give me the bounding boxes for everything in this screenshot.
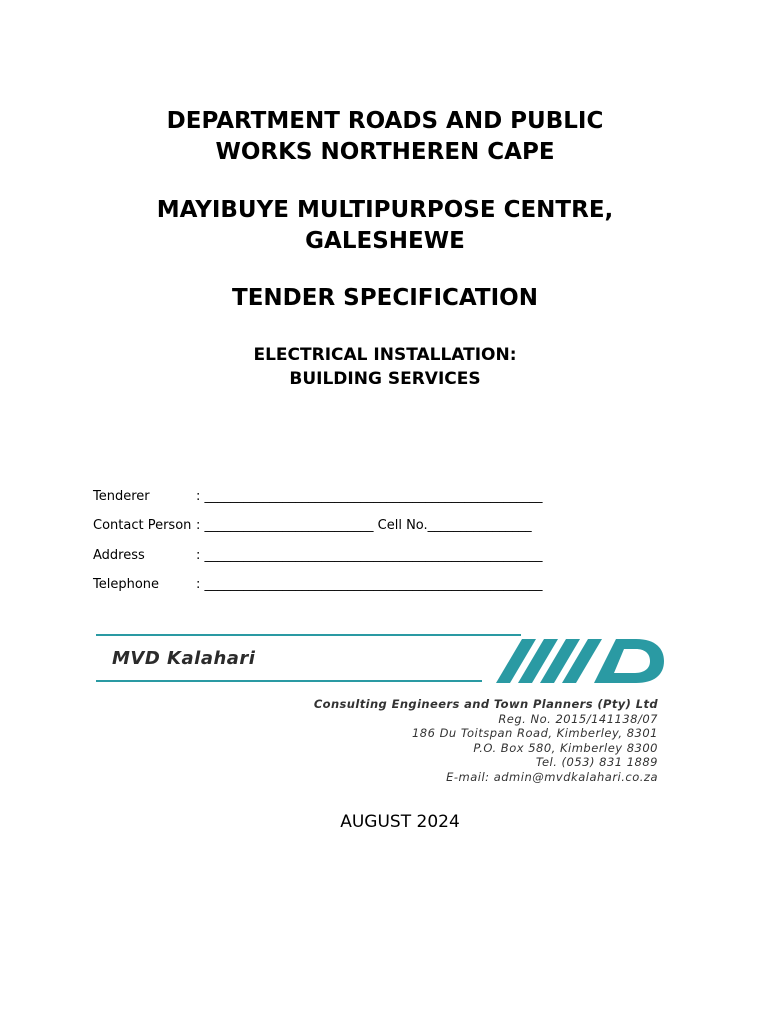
consultant-company: Consulting Engineers and Town Planners (Pty) Ltd bbox=[313, 697, 658, 711]
brand-divider-bottom bbox=[96, 680, 482, 682]
document-date: AUGUST 2024 bbox=[340, 812, 460, 832]
brand-divider-top bbox=[96, 634, 521, 636]
scope-title bbox=[0, 343, 770, 391]
consultant-email: E-mail: admin@mvdkalahari.co.za bbox=[446, 769, 658, 784]
telephone-field[interactable]: : ____________________________________________________ bbox=[196, 577, 543, 592]
scope-title-line2: BUILDING SERVICES bbox=[289, 369, 481, 389]
project-title-line1: MAYIBUYE MULTIPURPOSE CENTRE, bbox=[156, 197, 614, 223]
consultant-street: 186 Du Toitspan Road, Kimberley, 8301 bbox=[411, 726, 658, 740]
department-title-line2: WORKS NORTHEREN CAPE bbox=[215, 139, 555, 165]
consultant-po-box: P.O. Box 580, Kimberley 8300 bbox=[473, 740, 658, 755]
contact-person-field[interactable]: : __________________________ Cell No.________________ bbox=[196, 518, 532, 533]
telephone-label: Telephone bbox=[93, 577, 160, 592]
scope-title-line1: ELECTRICAL INSTALLATION: bbox=[253, 345, 517, 365]
address-row bbox=[93, 548, 543, 564]
address-label: Address bbox=[93, 548, 145, 563]
telephone-row bbox=[93, 577, 543, 593]
consultant-reg-no: Reg. No. 2015/141138/07 bbox=[498, 711, 658, 726]
department-title-line1: DEPARTMENT ROADS AND PUBLIC bbox=[166, 108, 604, 134]
consultant-contact-block bbox=[314, 697, 658, 784]
address-field[interactable]: : ____________________________________________________ bbox=[196, 548, 543, 563]
tenderer-row bbox=[93, 489, 543, 505]
mvd-logo-icon bbox=[496, 633, 664, 685]
project-title bbox=[0, 195, 770, 257]
project-title-line2: GALESHEWE bbox=[305, 228, 465, 254]
contact-person-row bbox=[93, 518, 532, 534]
consultant-tel: Tel. (053) 831 1889 bbox=[535, 755, 658, 769]
tenderer-field[interactable]: : ____________________________________________________ bbox=[196, 489, 543, 504]
document-type-title bbox=[0, 283, 770, 314]
contact-person-label: Contact Person bbox=[93, 518, 192, 533]
department-title bbox=[0, 106, 770, 168]
brand-name: MVD Kalahari bbox=[112, 648, 256, 669]
tenderer-label: Tenderer bbox=[93, 489, 150, 504]
document-type-text: TENDER SPECIFICATION bbox=[232, 285, 538, 311]
